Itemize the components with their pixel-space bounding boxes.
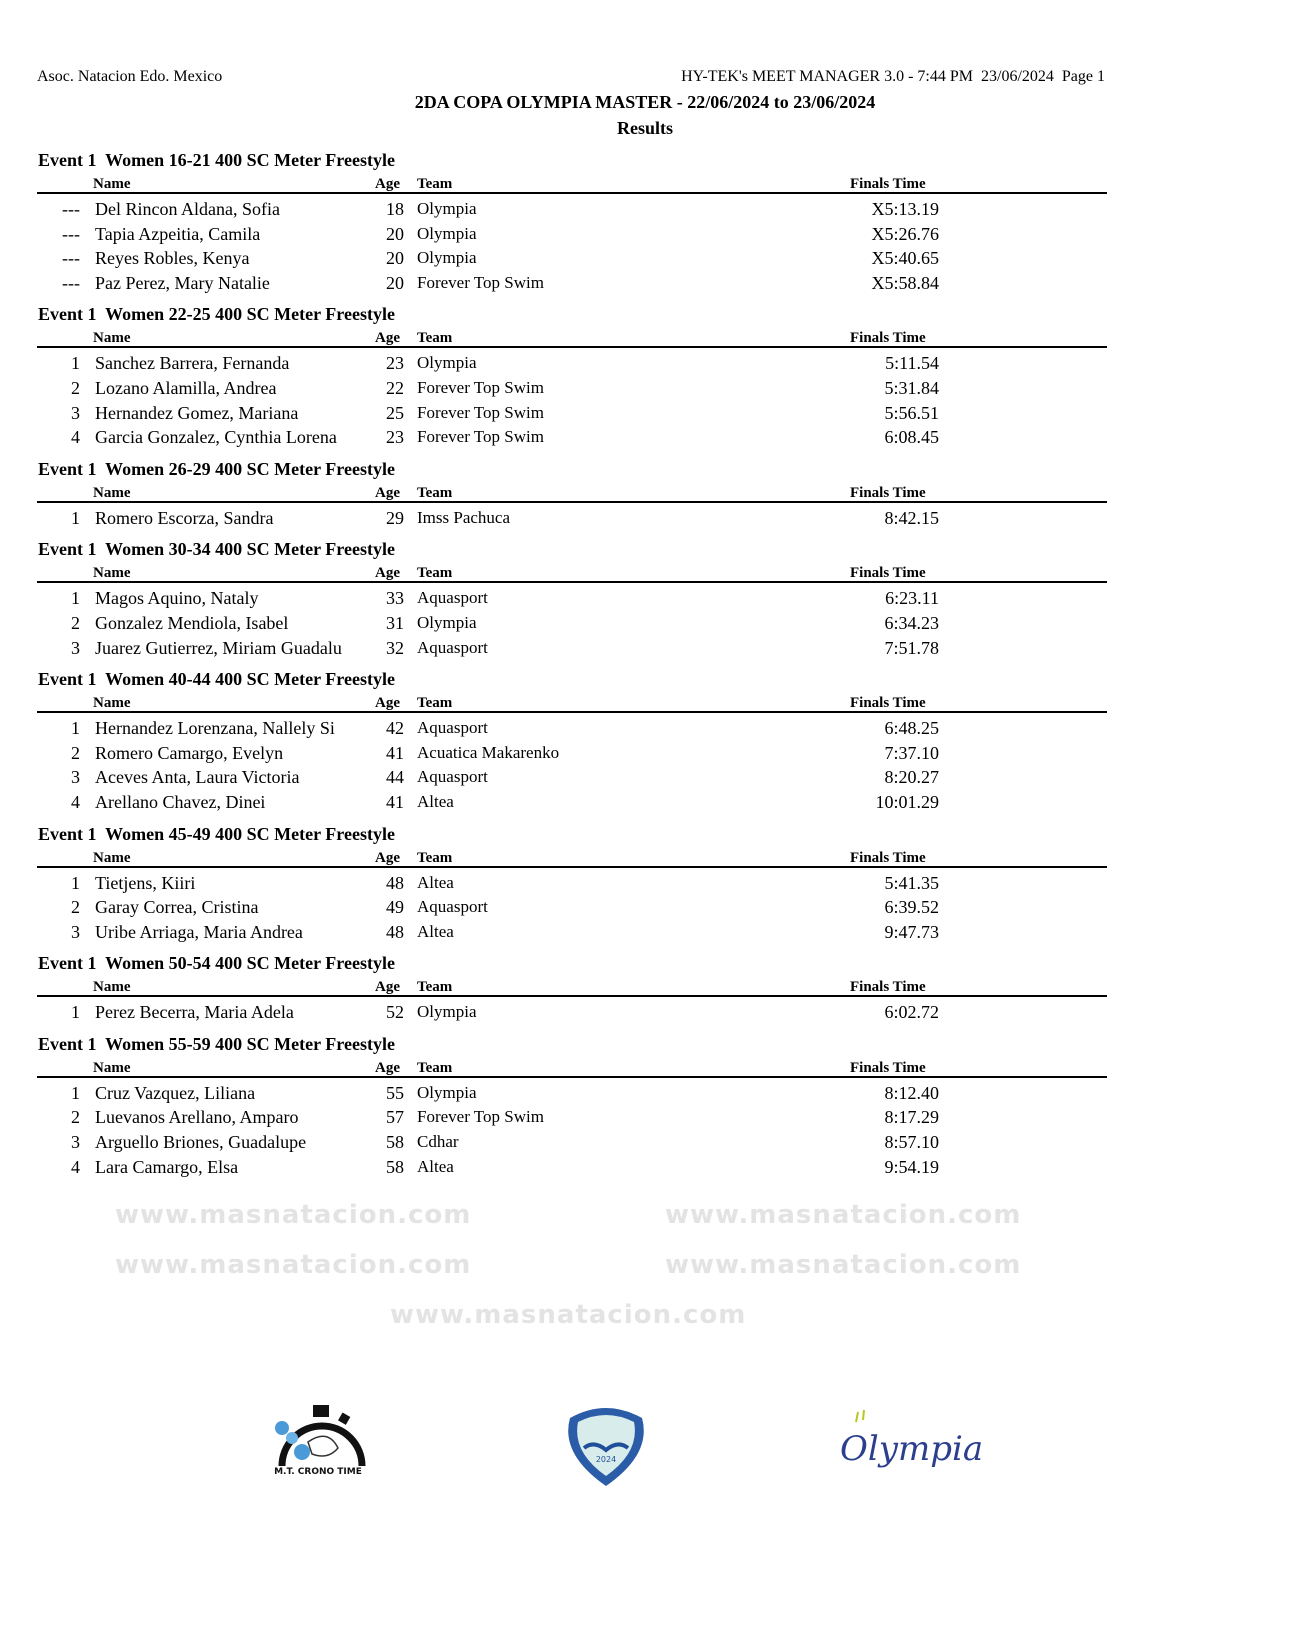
result-team: Olympia [417,1082,477,1102]
result-name: Garay Correa, Cristina [95,897,259,918]
result-place: --- [62,223,80,244]
result-row [0,920,1275,945]
result-team: Forever Top Swim [417,377,544,397]
result-time: 6:34.23 [884,612,939,633]
event-title: Event 1 Women 45-49 400 SC Meter Freestyle [38,823,395,844]
result-place: 2 [71,612,80,633]
column-headers [37,691,1107,713]
result-row [0,871,1275,896]
result-team: Cdhar [417,1132,459,1152]
column-header-age: Age [375,565,400,582]
result-team: Olympia [417,199,477,218]
result-team: Altea [417,1156,454,1176]
column-header-age: Age [375,176,400,192]
event-section [0,302,1275,449]
copa-olympia-master-logo [562,1404,650,1493]
result-age: 55 [386,1082,404,1103]
result-team: Imss Pachuca [417,507,511,527]
meet-title: 2DA COPA OLYMPIA MASTER - 22/06/2024 to 23/06/2024 [414,92,876,112]
result-row [0,351,1275,376]
crono-time-logo [268,1402,368,1483]
column-header-name: Name [93,695,131,712]
result-time: X5:58.84 [871,272,939,293]
result-age: 48 [386,872,404,893]
result-age: 20 [386,248,404,269]
column-header-time: Finals Time [850,695,926,712]
watermark: www.masnatacion.com [115,1250,472,1280]
result-place: 3 [71,921,80,942]
result-place: 1 [71,1002,80,1023]
result-team: Olympia [417,353,477,373]
result-team: Olympia [417,223,477,243]
column-header-name: Name [93,330,131,347]
result-place: 3 [71,637,80,658]
result-row [0,716,1275,741]
event-section [0,951,1275,1025]
result-time: 6:48.25 [884,718,939,739]
event-section [0,1032,1275,1179]
watermark: www.masnatacion.com [115,1200,472,1230]
result-time: 6:08.45 [884,427,939,448]
column-headers [37,846,1107,868]
result-time: 9:47.73 [884,921,939,942]
result-row [0,1130,1275,1155]
result-time: 8:20.27 [884,767,939,788]
column-header-team: Team [417,176,453,192]
result-team: Aquasport [417,897,488,917]
result-name: Lozano Alamilla, Andrea [95,377,277,398]
result-name: Luevanos Arellano, Amparo [95,1107,299,1128]
result-row [0,586,1275,611]
result-age: 48 [386,921,404,942]
result-age: 42 [386,718,404,739]
column-header-team: Team [417,849,453,866]
olympia-logo [838,1408,984,1479]
result-row [0,790,1275,815]
result-age: 18 [386,199,404,219]
result-place: 4 [71,1156,80,1177]
result-time: 8:42.15 [884,507,939,528]
result-team: Olympia [417,1002,477,1022]
software-info: HY-TEK's MEET MANAGER 3.0 - 7:44 PM 23/06/2024 Page 1 [681,68,1105,85]
result-name: Sanchez Barrera, Fernanda [95,353,290,374]
column-header-age: Age [375,484,400,501]
column-header-age: Age [375,1059,400,1076]
result-age: 41 [386,742,404,763]
result-time: 6:39.52 [884,897,939,918]
result-row [0,895,1275,920]
column-header-team: Team [417,565,453,582]
result-place: 2 [71,742,80,763]
result-time: 5:31.84 [884,377,939,398]
result-time: 5:41.35 [884,872,939,893]
result-name: Del Rincon Aldana, Sofia [95,199,280,219]
organization-name: Asoc. Natacion Edo. Mexico [37,68,223,85]
result-age: 23 [386,353,404,374]
result-row [0,1105,1275,1130]
event-title: Event 1 Women 30-34 400 SC Meter Freestyle [38,539,395,560]
watermark: www.masnatacion.com [390,1300,747,1330]
result-team: Olympia [417,612,477,632]
column-header-time: Finals Time [850,979,926,996]
column-header-time: Finals Time [850,849,926,866]
column-header-age: Age [375,695,400,712]
event-title: Event 1 Women 50-54 400 SC Meter Freestyle [38,953,395,974]
result-team: Altea [417,921,454,941]
result-name: Romero Escorza, Sandra [95,507,274,528]
result-team: Olympia [417,248,477,268]
event-title: Event 1 Women 22-25 400 SC Meter Freestyle [38,304,395,325]
result-name: Lara Camargo, Elsa [95,1156,239,1177]
result-name: Magos Aquino, Nataly [95,588,259,609]
result-name: Garcia Gonzalez, Cynthia Lorena [95,427,337,448]
result-name: Tapia Azpeitia, Camila [95,223,261,244]
column-header-team: Team [417,979,453,996]
result-name: Gonzalez Mendiola, Isabel [95,612,289,633]
result-time: 8:12.40 [884,1082,939,1103]
result-row [0,425,1275,450]
result-place: 1 [71,588,80,609]
column-header-name: Name [93,484,131,501]
result-age: 33 [386,588,404,609]
column-header-name: Name [93,1059,131,1076]
result-row [0,636,1275,661]
column-header-team: Team [417,695,453,712]
result-name: Reyes Robles, Kenya [95,248,250,269]
result-time: X5:26.76 [871,223,939,244]
result-row [0,401,1275,426]
column-header-time: Finals Time [850,565,926,582]
result-name: Juarez Gutierrez, Miriam Guadalu [95,637,342,658]
result-age: 22 [386,377,404,398]
result-name: Arellano Chavez, Dinei [95,791,266,812]
result-age: 32 [386,637,404,658]
result-time: 9:54.19 [884,1156,939,1177]
result-age: 44 [386,767,404,788]
result-place: 4 [71,427,80,448]
column-headers [37,975,1107,997]
column-header-name: Name [93,979,131,996]
svg-text:Olympia: Olympia [840,1429,984,1469]
result-name: Perez Becerra, Maria Adela [95,1002,294,1023]
column-header-team: Team [417,1059,453,1076]
result-name: Arguello Briones, Guadalupe [95,1132,307,1153]
result-place: 2 [71,897,80,918]
result-time: 5:11.54 [885,353,939,374]
event-title: Event 1 Women 26-29 400 SC Meter Freestyle [38,458,395,479]
result-time: 7:51.78 [884,637,939,658]
result-age: 41 [386,791,404,812]
result-team: Aquasport [417,588,488,608]
event-title: Event 1 Women 55-59 400 SC Meter Freestyle [38,1033,395,1054]
result-time: X5:13.19 [871,199,939,219]
svg-text:2024: 2024 [595,1455,617,1464]
result-team: Aquasport [417,637,488,657]
result-place: 1 [71,353,80,374]
event-section [0,457,1275,531]
result-team: Forever Top Swim [417,402,544,422]
result-team: Altea [417,791,454,811]
result-name: Hernandez Lorenzana, Nallely Si [95,718,335,739]
result-name: Hernandez Gomez, Mariana [95,402,299,423]
result-name: Romero Camargo, Evelyn [95,742,284,763]
result-team: Forever Top Swim [417,272,544,292]
result-name: Aceves Anta, Laura Victoria [95,767,300,788]
result-time: 7:37.10 [884,742,939,763]
column-header-name: Name [93,176,131,192]
result-name: Paz Perez, Mary Natalie [95,272,270,293]
result-team: Aquasport [417,718,488,738]
result-time: 5:56.51 [884,402,939,423]
result-place: 1 [71,507,80,528]
result-time: 8:17.29 [884,1107,939,1128]
result-place: 1 [71,718,80,739]
result-age: 29 [386,507,404,528]
column-header-team: Team [417,484,453,501]
result-age: 58 [386,1132,404,1153]
event-title: Event 1 Women 16-21 400 SC Meter Freestyle [38,150,395,170]
result-row [0,506,1275,531]
result-place: 3 [71,402,80,423]
column-header-age: Age [375,849,400,866]
result-team: Forever Top Swim [417,1107,544,1127]
result-place: 2 [71,1107,80,1128]
watermark: www.masnatacion.com [665,1250,1022,1280]
result-row [0,271,1275,296]
event-section [0,667,1275,814]
result-time: 10:01.29 [875,791,939,812]
result-name: Cruz Vazquez, Liliana [95,1082,256,1103]
column-header-team: Team [417,330,453,347]
result-team: Forever Top Swim [417,427,544,447]
column-headers [37,172,1107,194]
result-row [0,611,1275,636]
result-row [0,1000,1275,1025]
column-header-time: Finals Time [850,330,926,347]
result-row [0,741,1275,766]
result-row [0,246,1275,271]
result-row [0,765,1275,790]
results-list [0,148,1275,1186]
result-age: 49 [386,897,404,918]
watermark: www.masnatacion.com [665,1200,1022,1230]
result-place: 3 [71,767,80,788]
column-header-time: Finals Time [850,1059,926,1076]
result-team: Altea [417,872,454,892]
result-name: Uribe Arriaga, Maria Andrea [95,921,303,942]
column-header-time: Finals Time [850,176,926,192]
result-row [0,1081,1275,1106]
result-age: 20 [386,223,404,244]
result-age: 20 [386,272,404,293]
result-age: 25 [386,402,404,423]
result-place: 1 [71,872,80,893]
result-row [0,197,1275,222]
result-place: 1 [71,1082,80,1103]
result-time: 8:57.10 [884,1132,939,1153]
result-team: Aquasport [417,767,488,787]
result-age: 23 [386,427,404,448]
result-place: 3 [71,1132,80,1153]
column-headers [37,326,1107,348]
event-section [0,537,1275,660]
result-place: --- [62,248,80,269]
result-age: 52 [386,1002,404,1023]
result-row [0,1155,1275,1180]
svg-text:M.T. CRONO TIME: M.T. CRONO TIME [274,1467,362,1477]
result-row [0,376,1275,401]
column-header-name: Name [93,849,131,866]
result-place: 4 [71,791,80,812]
result-age: 31 [386,612,404,633]
result-time: X5:40.65 [871,248,939,269]
column-headers [37,561,1107,583]
result-name: Tietjens, Kiiri [95,872,196,893]
result-place: --- [62,199,80,219]
event-title: Event 1 Women 40-44 400 SC Meter Freestyle [38,669,395,690]
report-title: Results [616,118,673,138]
column-header-age: Age [375,330,400,347]
event-section [0,148,1275,295]
result-age: 57 [386,1107,404,1128]
result-place: --- [62,272,80,293]
result-time: 6:02.72 [884,1002,939,1023]
result-age: 58 [386,1156,404,1177]
column-header-age: Age [375,979,400,996]
result-row [0,222,1275,247]
column-headers [37,481,1107,503]
column-headers [37,1056,1107,1078]
result-place: 2 [71,377,80,398]
column-header-time: Finals Time [850,484,926,501]
result-time: 6:23.11 [885,588,939,609]
result-team: Acuatica Makarenko [417,742,560,762]
event-section [0,822,1275,945]
column-header-name: Name [93,565,131,582]
